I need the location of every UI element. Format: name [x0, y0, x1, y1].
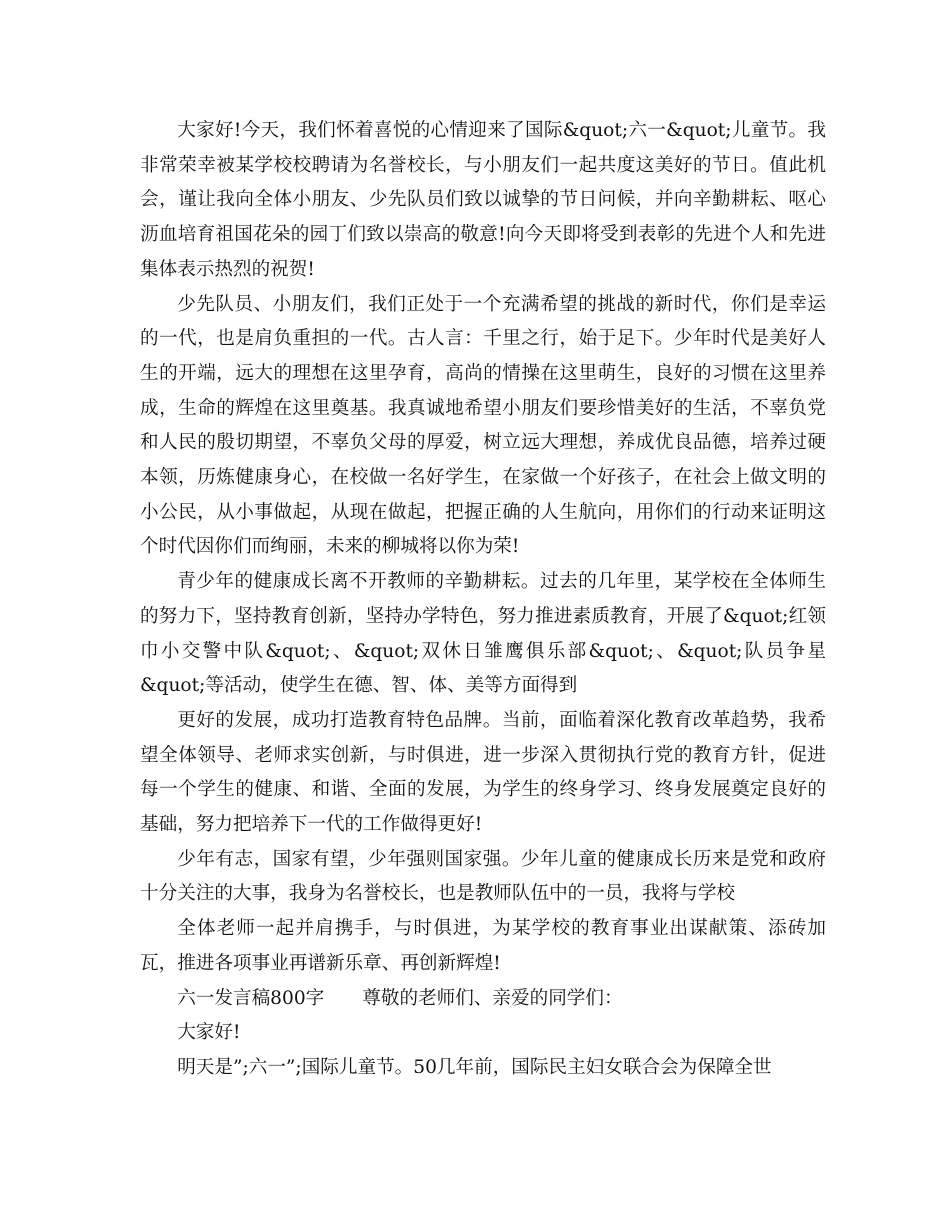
speech-title: 六一发言稿800字 [177, 987, 325, 1009]
paragraph-6: 全体老师一起并肩携手，与时俱进，为某学校的教育事业出谋献策、添砖加瓦，推进各项事业再谱新乐章、再创新辉煌! [140, 918, 826, 974]
paragraph-5: 少年有志，国家有望，少年强则国家强。少年儿童的健康成长历来是党和政府十分关注的大事，我身为名誉校长，也是教师队伍中的一员，我将与学校 [140, 848, 826, 905]
document-body [140, 114, 826, 1086]
heading-line [140, 982, 826, 1017]
paragraph-4: 更好的发展，成功打造教育特色品牌。当前，面临着深化教育改革趋势，我希望全体领导、老师求实创新，与时俱进，进一步深入贯彻执行党的教育方针，促进每一个学生的健康、和谐、全面的发展，为学生的终身学习、终身发展奠定良好的基础，努力把培养下一代的工作做得更好! [140, 709, 826, 836]
paragraph-3: 青少年的健康成长离不开教师的辛勤耕耘。过去的几年里，某学校在全体师生的努力下，坚持教育创新，坚持办学特色，努力推进素质教育，开展了&quot;红领巾小交警中队&quot;、&quot;双休日雏鹰俱乐部&quot;、&quot;队员争星&quot;等活动，使学生在德、智、体、美等方面得到 [140, 571, 826, 697]
greeting: 大家好! [177, 1022, 241, 1044]
paragraph-1: 大家好!今天，我们怀着喜悦的心情迎来了国际&quot;六一&quot;儿童节。我非常荣幸被某学校校聘请为名誉校长，与小朋友们一起共度这美好的节日。值此机会，谨让我向全体小朋友、少先队员们致以诚挚的节日问候，并向辛勤耕耘、呕心沥血培育祖国花朵的园丁们致以崇高的敬意!向今天即将受到表彰的先进个人和先进集体表示热烈的祝贺! [140, 120, 826, 280]
salutation: 尊敬的老师们、亲爱的同学们： [362, 987, 623, 1009]
final-paragraph: 明天是”;六一”;国际儿童节。50几年前，国际民主妇女联合会为保障全世 [177, 1056, 772, 1078]
paragraph-2: 少先队员、小朋友们，我们正处于一个充满希望的挑战的新时代，你们是幸运的一代，也是肩负重担的一代。古人言：千里之行，始于足下。少年时代是美好人生的开端，远大的理想在这里孕育，高尚的情操在这里萌生，良好的习惯在这里养成，生命的辉煌在这里奠基。我真诚地希望小朋友们要珍惜美好的生活，不辜负党和人民的殷切期望，不辜负父母的厚爱，树立远大理想，养成优良品德，培养过硬本领，历炼健康身心，在校做一名好学生，在家做一个好孩子，在社会上做文明的小公民，从小事做起，从现在做起，把握正确的人生航向，用你们的行动来证明这个时代因你们而绚丽，未来的柳城将以你为荣! [140, 293, 826, 558]
